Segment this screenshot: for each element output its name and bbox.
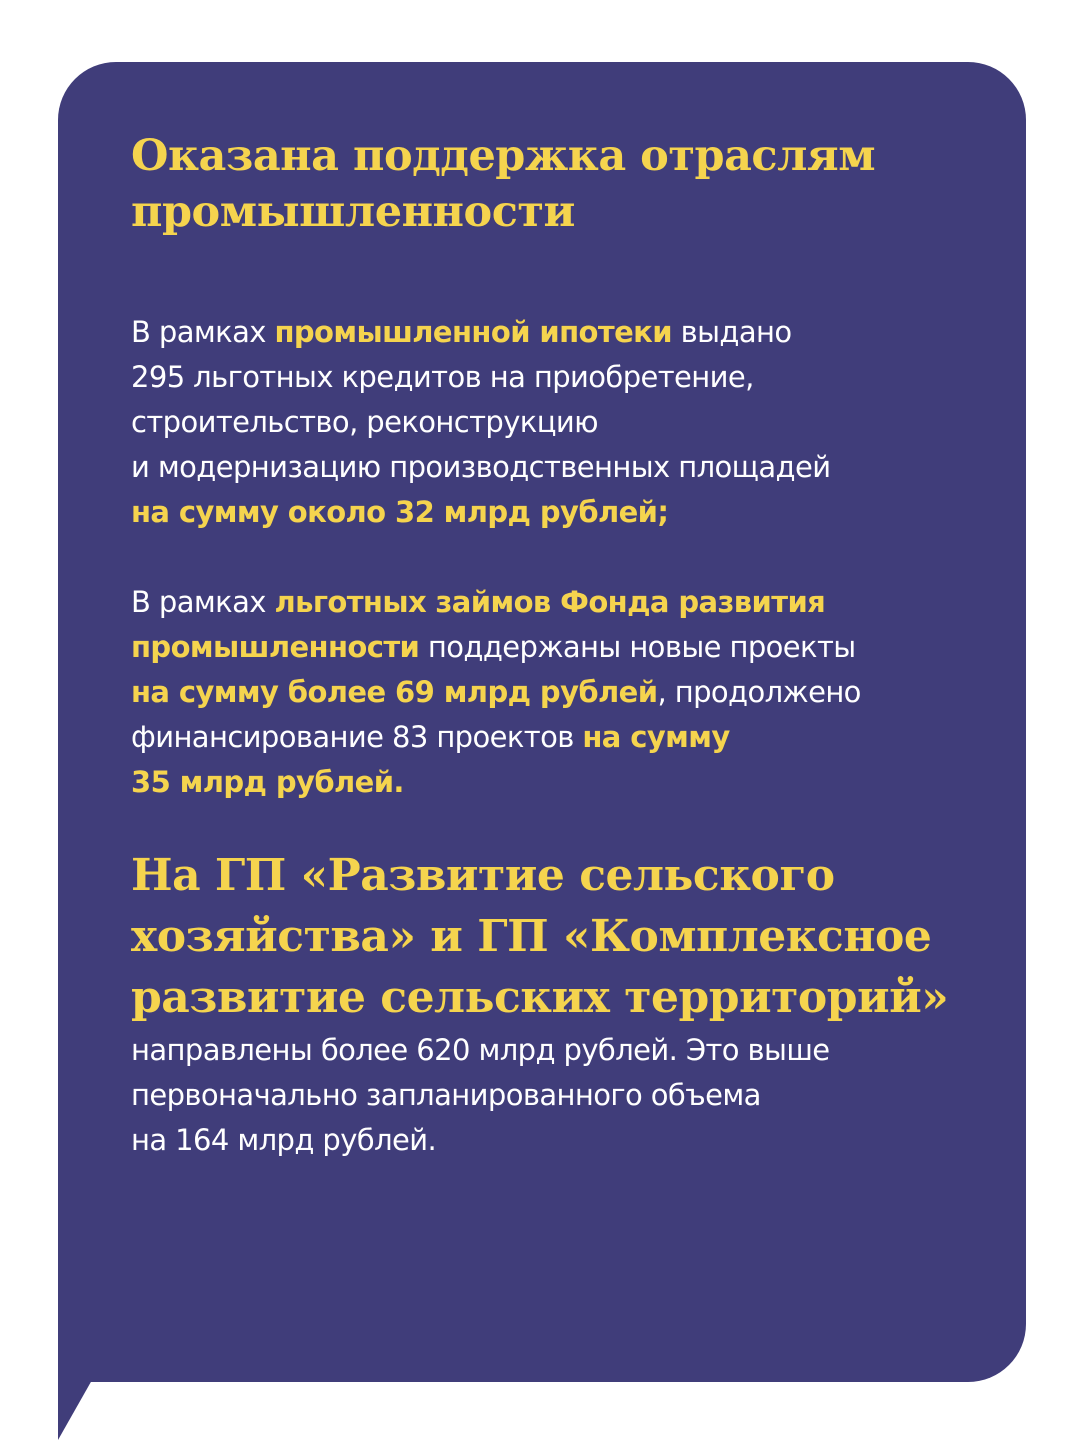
text-line [131,580,991,625]
section-agriculture [131,845,991,1163]
heading-line: На ГП «Развитие сельского [131,850,835,901]
highlight-text: на сумму [582,720,730,754]
speech-bubble-tail [58,1380,92,1440]
text-fragment: выдано [671,315,792,349]
heading-line: хозяйства» и ГП «Комплексное [131,911,932,962]
text-line: 295 льготных кредитов на приобретение, [131,360,754,394]
paragraph-industrial-mortgage [131,310,991,535]
text-fragment: поддержаны новые проекты [419,630,856,664]
text-line: направлены более 620 млрд рублей. Это выше [131,1033,830,1067]
text-line: первоначально запланированного объема [131,1078,761,1112]
highlight-line: на сумму около 32 млрд рублей; [131,495,669,529]
text-line [131,715,991,760]
card-content [131,128,991,1163]
highlight-text: на сумму более 69 млрд рублей [131,675,658,709]
highlight-line: 35 млрд рублей. [131,765,404,799]
highlight-text: льготных займов Фонда развития [274,585,826,619]
heading-line: промышленности [131,187,575,237]
highlight-text: промышленности [131,630,420,664]
heading-line: Оказана поддержка отраслям [131,131,876,181]
section-industry-heading [131,128,991,240]
text-line [131,625,991,670]
text-line: и модернизацию производственных площадей [131,450,831,484]
text-fragment: финансирование 83 проектов [131,720,583,754]
text-fragment: В рамках [131,315,275,349]
text-line: строительство, реконструкцию [131,405,598,439]
text-line [131,670,991,715]
text-line [131,310,991,355]
text-fragment: В рамках [131,585,275,619]
heading-line: развитие сельских территорий» [131,972,949,1023]
paragraph-development-fund [131,580,991,805]
text-fragment: , продолжено [657,675,861,709]
text-line: на 164 млрд рублей. [131,1123,437,1157]
highlight-text: промышленной ипотеки [274,315,672,349]
